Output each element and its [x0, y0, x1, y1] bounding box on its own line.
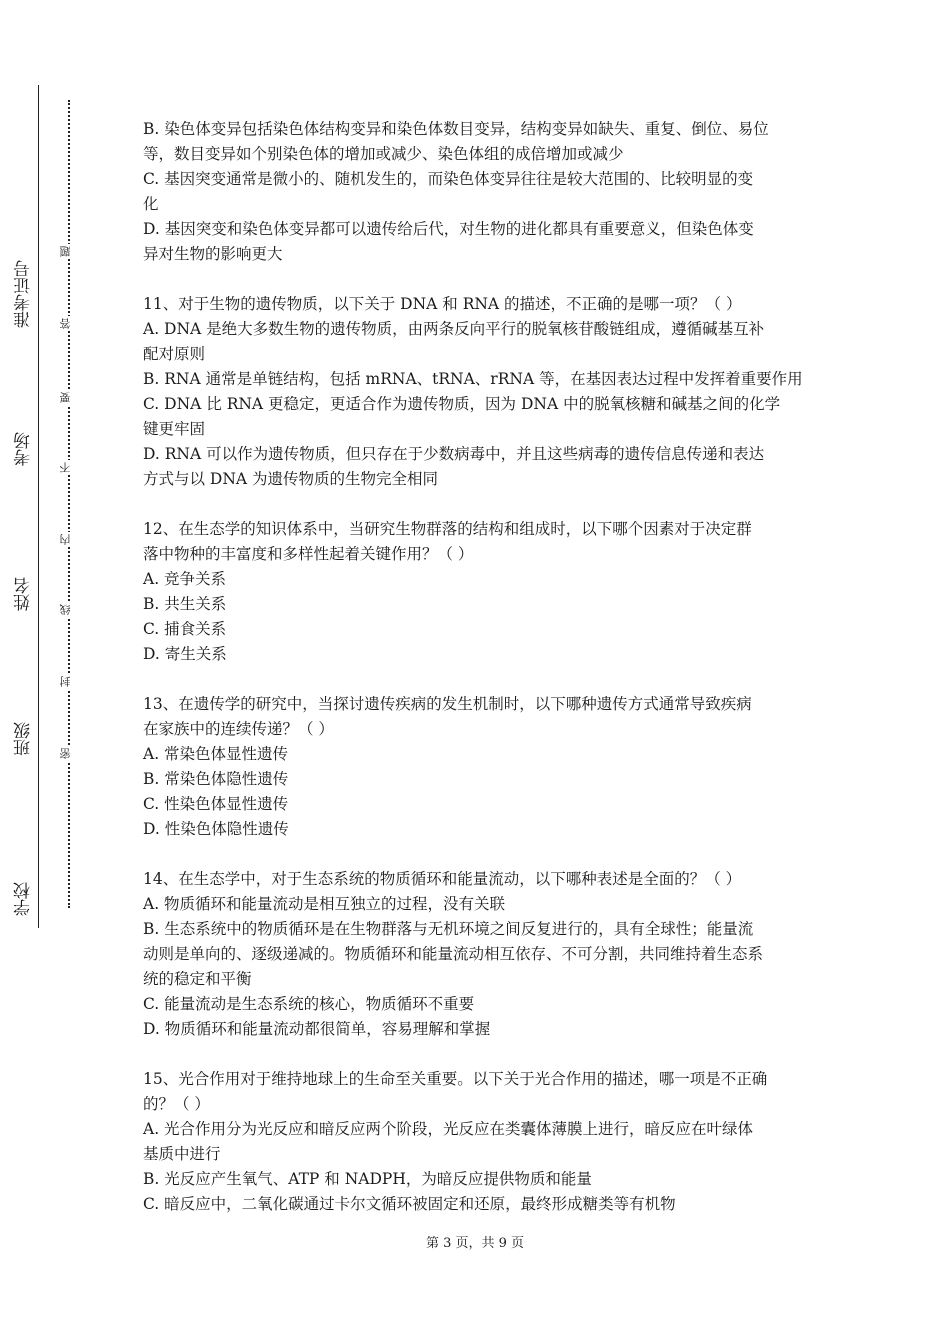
text-line: A. DNA 是绝大多数生物的遗传物质，由两条反向平行的脱氧核苷酸链组成，遵循碱基互补 [143, 320, 765, 338]
question-11-stem: 11、对于生物的遗传物质，以下关于 DNA 和 RNA 的描述，不正确的是哪一项？（ ） [143, 295, 742, 313]
text-line: 异对生物的影响更大 [143, 245, 283, 263]
exam-room-label: 考场 [14, 432, 34, 466]
text-line: 等，数目变异如个别染色体的增加或减少、染色体组的成倍增加或减少 [143, 145, 624, 163]
option-b: B. 生态系统中的物质循环是在生物群落与无机环境之间反复进行的，具有全球性；能量流 [143, 920, 754, 938]
option-a: A. 常染色体显性遗传 [143, 745, 289, 763]
seal-char: 答 [59, 318, 72, 329]
seal-char: 线 [59, 604, 72, 615]
spacer [143, 667, 813, 692]
spacer [143, 492, 813, 517]
option-d: D. 性染色体隐性遗传 [143, 820, 289, 838]
text-line: 在家族中的连续传递？（ ） [143, 720, 334, 738]
text-line: 键更牢固 [143, 420, 206, 438]
text-line: B. 染色体变异包括染色体结构变异和染色体数目变异，结构变异如缺失、重复、倒位、易位 [143, 120, 769, 138]
class-label: 班级 [14, 722, 34, 756]
text-line: 动则是单向的、逐级递减的。物质循环和能量流动相互依存、不可分割，共同维持着生态系 [143, 945, 764, 963]
text-line: 基质中进行 [143, 1145, 221, 1163]
text-line: C. 基因突变通常是微小的、随机发生的，而染色体变异往往是较大范围的、比较明显的变 [143, 170, 754, 188]
option-b: B. 共生关系 [143, 595, 227, 613]
option-c: C. 暗反应中，二氧化碳通过卡尔文循环被固定和还原，最终形成糖类等有机物 [143, 1195, 676, 1213]
seal-char: 要 [59, 392, 72, 403]
text-line: D. RNA 可以作为遗传物质，但只存在于少数病毒中，并且这些病毒的遗传信息传递和表达 [143, 445, 765, 463]
spacer [143, 842, 813, 867]
text-line: 配对原则 [143, 345, 206, 363]
binding-dotted-line [68, 100, 70, 908]
text-line: 落中物种的丰富度和多样性起着关键作用？（ ） [143, 545, 474, 563]
option-a: A. 光合作用分为光反应和暗反应两个阶段，光反应在类囊体薄膜上进行，暗反应在叶绿体 [143, 1120, 754, 1138]
option-b: B. 光反应产生氧气、ATP 和 NADPH，为暗反应提供物质和能量 [143, 1170, 592, 1188]
option-b: B. 常染色体隐性遗传 [143, 770, 289, 788]
seal-char: 内 [59, 534, 72, 545]
option-d: D. 物质循环和能量流动都很简单，容易理解和掌握 [143, 1020, 491, 1038]
text-line: C. DNA 比 RNA 更稳定，更适合作为遗传物质，因为 DNA 中的脱氧核糖和碱基之间的化学 [143, 395, 781, 413]
question-12-stem: 12、在生态学的知识体系中，当研究生物群落的结构和组成时，以下哪个因素对于决定群 [143, 520, 752, 538]
exam-number-label: 准考证号 [14, 260, 34, 328]
binding-margin [0, 0, 110, 1344]
spacer [143, 267, 813, 292]
text-line: 化 [143, 195, 159, 213]
question-15-stem: 15、光合作用对于维持地球上的生命至关重要。以下关于光合作用的描述，哪一项是不正确 [143, 1070, 768, 1088]
seal-char: 密 [59, 748, 72, 759]
text-line: 的？（ ） [143, 1095, 210, 1113]
seal-char: 不 [59, 462, 72, 473]
name-label: 姓名 [14, 577, 34, 611]
option-a: A. 物质循环和能量流动是相互独立的过程，没有关联 [143, 895, 506, 913]
option-c: C. 捕食关系 [143, 620, 227, 638]
question-13-stem: 13、在遗传学的研究中，当探讨遗传疾病的发生机制时，以下哪种遗传方式通常导致疾病 [143, 695, 752, 713]
option-c: C. 性染色体显性遗传 [143, 795, 289, 813]
option-c: C. 能量流动是生态系统的核心，物质循环不重要 [143, 995, 475, 1013]
page-number: 第 3 页，共 9 页 [425, 1236, 525, 1251]
option-a: A. 竞争关系 [143, 570, 227, 588]
binding-solid-line [38, 85, 39, 928]
question-14-stem: 14、在生态学中，对于生态系统的物质循环和能量流动，以下哪种表述是全面的？（ ） [143, 870, 742, 888]
spacer [143, 1042, 813, 1067]
seal-char: 封 [59, 676, 72, 687]
text-line: 方式与以 DNA 为遗传物质的生物完全相同 [143, 470, 439, 488]
school-label: 学校 [14, 882, 34, 916]
question-content [143, 117, 813, 1217]
option-d: D. 寄生关系 [143, 645, 227, 663]
text-line: B. RNA 通常是单链结构，包括 mRNA、tRNA、rRNA 等，在基因表达过程中发挥着重要作用 [143, 370, 803, 388]
text-line: D. 基因突变和染色体变异都可以遗传给后代，对生物的进化都具有重要意义，但染色体变 [143, 220, 754, 238]
text-line: 统的稳定和平衡 [143, 970, 252, 988]
seal-char: 题 [59, 246, 72, 257]
